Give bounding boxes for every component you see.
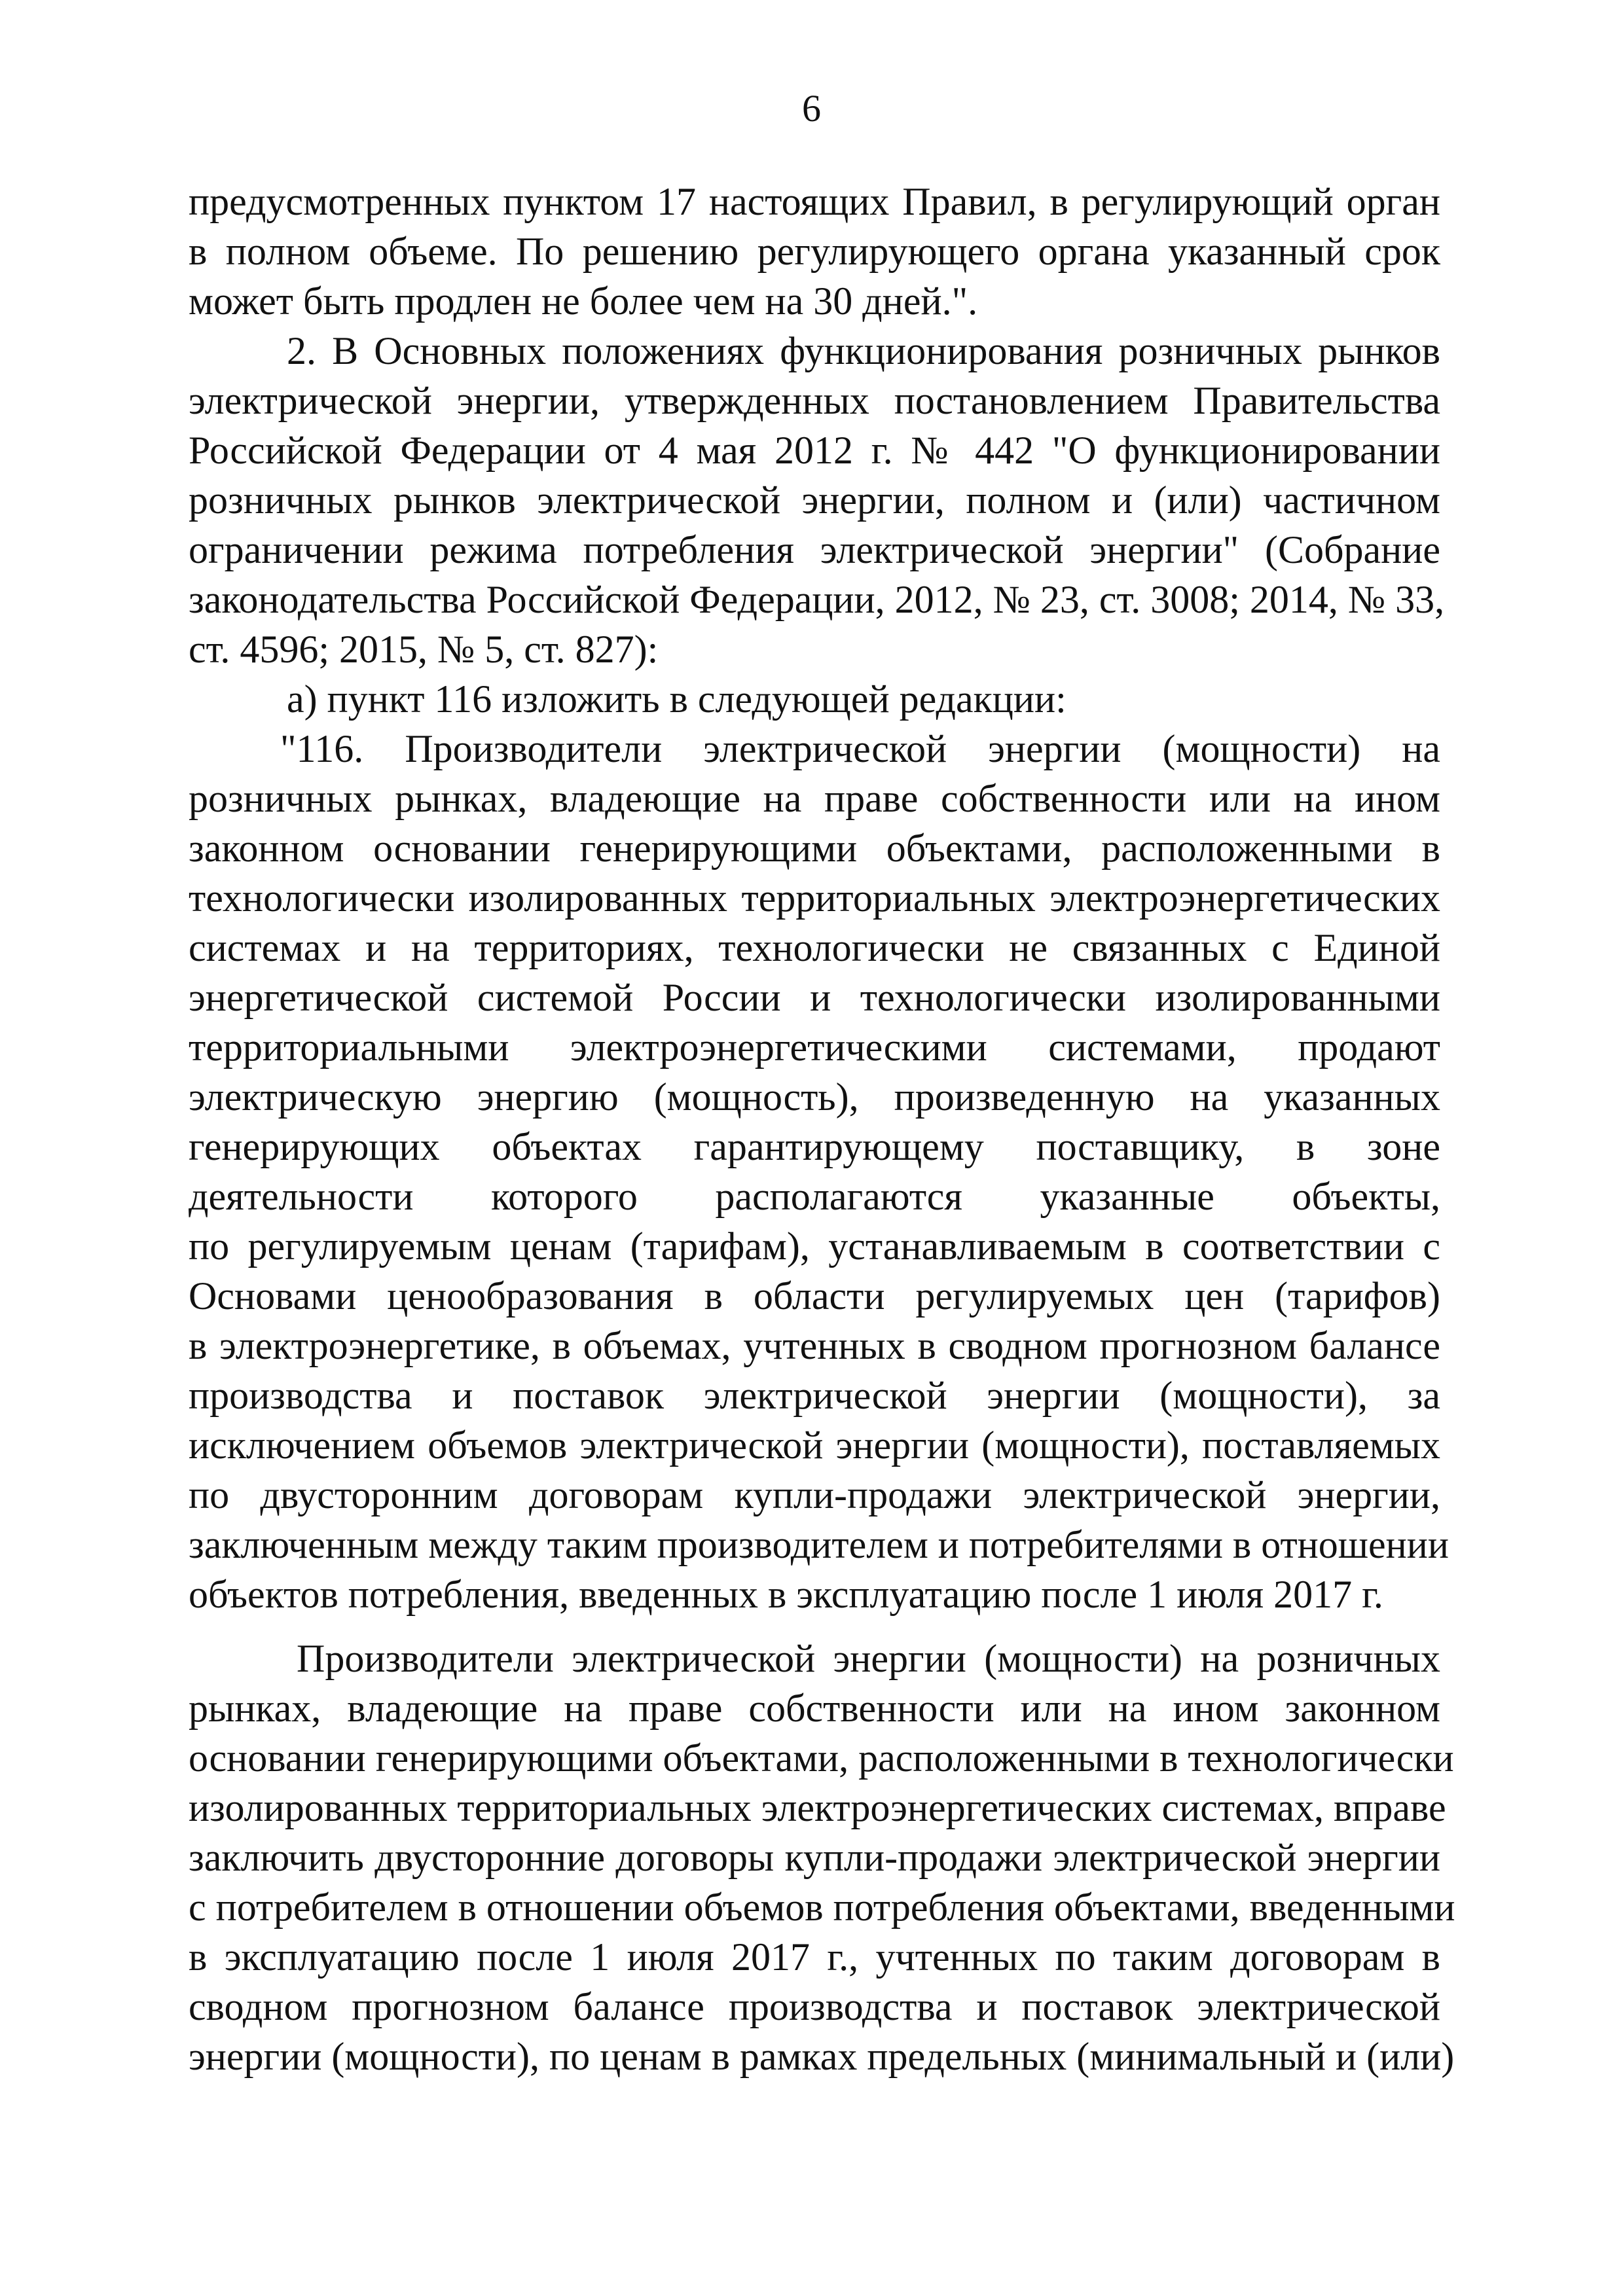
text-line: по регулируемым ценам (тарифам), устанавливаемым в соответствии с <box>189 1225 1440 1268</box>
paragraph-start-line: 2. В Основных положениях функционирования розничных рынков <box>287 329 1440 372</box>
text-line: Российской Федерации от 4 мая 2012 г. № 442 "О функционировании <box>189 429 1440 472</box>
text-line: в эксплуатацию после 1 июля 2017 г., учтенных по таким договорам в <box>189 1935 1440 1979</box>
text-line: с потребителем в отношении объемов потребления объектами, введенными <box>189 1886 1455 1929</box>
document-body <box>189 177 1455 2081</box>
paragraph-start-line: "116. Производители электрической энергии (мощности) на <box>280 727 1440 770</box>
text-line: изолированных территориальных электроэнергетических системах, вправе <box>189 1786 1446 1829</box>
subpoint-line: а) пункт 116 изложить в следующей редакции: <box>287 677 1067 721</box>
text-line: по двусторонним договорам купли-продажи электрической энергии, <box>189 1473 1440 1516</box>
text-line: в полном объеме. По решению регулирующего органа указанный срок <box>189 230 1440 273</box>
text-line: в электроэнергетике, в объемах, учтенных в сводном прогнозном балансе <box>189 1324 1440 1367</box>
text-line: энергетической системой России и технологически изолированными <box>189 976 1440 1019</box>
text-line: сводном прогнозном балансе производства и поставок электрической <box>189 1985 1440 2028</box>
text-line: ст. 4596; 2015, № 5, ст. 827): <box>189 628 659 671</box>
text-line: системах и на территориях, технологически не связанных с Единой <box>189 926 1440 969</box>
text-line: энергии (мощности), по ценам в рамках предельных (минимальный и (или) <box>189 2035 1455 2078</box>
text-line: Основами ценообразования в области регулируемых цен (тарифов) <box>189 1274 1440 1318</box>
text-line: электрическую энергию (мощность), произведенную на указанных <box>189 1075 1440 1119</box>
text-line: генерирующих объектах гарантирующему поставщику, в зоне <box>189 1125 1440 1168</box>
text-line: может быть продлен не более чем на 30 дней.". <box>189 279 978 323</box>
text-line: исключением объемов электрической энергии (мощности), поставляемых <box>189 1424 1440 1467</box>
text-line: заключенным между таким производителем и потребителями в отношении <box>189 1523 1449 1566</box>
text-line: территориальными электроэнергетическими системами, продают <box>189 1026 1440 1069</box>
text-line: заключить двусторонние договоры купли-продажи электрической энергии <box>189 1836 1440 1879</box>
page-number: 6 <box>802 87 821 130</box>
text-line: объектов потребления, введенных в эксплуатацию после 1 июля 2017 г. <box>189 1573 1383 1616</box>
text-line: технологически изолированных территориальных электроэнергетических <box>189 876 1440 920</box>
text-line: ограничении режима потребления электрической энергии" (Собрание <box>189 528 1440 571</box>
text-line: розничных рынках, владеющие на праве собственности или на ином <box>189 777 1440 820</box>
paragraph-gap <box>189 1619 1440 1634</box>
paragraph-start-line: Производители электрической энергии (мощности) на розничных <box>297 1637 1440 1680</box>
text-line: рынках, владеющие на праве собственности или на ином законном <box>189 1687 1440 1730</box>
text-line: розничных рынков электрической энергии, полном и (или) частичном <box>189 478 1440 522</box>
text-line: электрической энергии, утвержденных постановлением Правительства <box>189 379 1440 422</box>
text-line: законодательства Российской Федерации, 2012, № 23, ст. 3008; 2014, № 33, <box>189 578 1445 621</box>
text-line: предусмотренных пунктом 17 настоящих Правил, в регулирующий орган <box>189 180 1440 223</box>
text-line: деятельности которого располагаются указанные объекты, <box>189 1175 1440 1218</box>
text-line: производства и поставок электрической энергии (мощности), за <box>189 1374 1440 1417</box>
text-line: основании генерирующими объектами, расположенными в технологически <box>189 1736 1454 1780</box>
text-line: законном основании генерирующими объектами, расположенными в <box>189 827 1440 870</box>
